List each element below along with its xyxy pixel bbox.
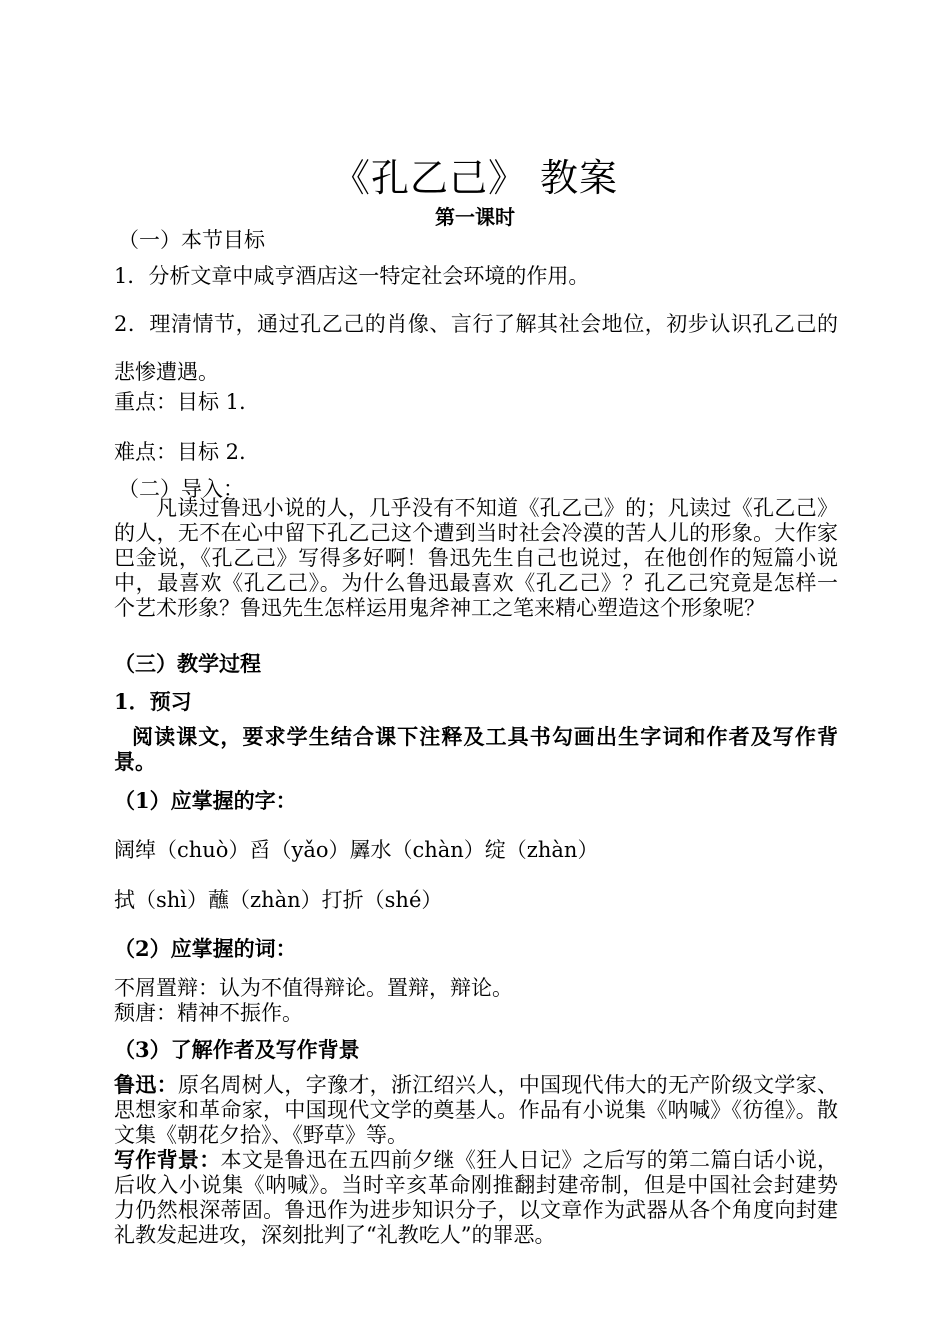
chars-line-1: 阔绰（chuò）舀（yǎo）羼水（chàn）绽（zhàn） — [114, 838, 599, 862]
word-item-1: 不屑置辩：认为不值得辩论。置辩，辩论。 — [114, 976, 513, 1000]
step-preview: 1．预习 — [114, 689, 192, 714]
section-process-heading: （三）教学过程 — [114, 651, 261, 676]
words-heading: （2）应掌握的词： — [114, 936, 297, 961]
intro-paragraph: 凡读过鲁迅小说的人，几乎没有不知道《孔乙己》的；凡读过《孔乙己》的人，无不在心中留下孔乙己这个遭到当时社会冷漠的苦人儿的形象。大作家巴金说，《孔乙己》写得多好啊！鲁迅先生自己也说过，在他创作的短篇小说中，最喜欢《孔乙己》。为什么鲁迅最喜欢《孔乙己》？孔乙己究竟是怎样一个艺术形象？鲁迅先生怎样运用鬼斧神工之笔来精心塑造这个形象呢？ — [114, 496, 838, 620]
section-intro-heading: （二）导入： — [118, 477, 244, 501]
chars-line-2: 拭（shì）蘸（zhàn）打折（shé） — [114, 888, 443, 912]
word-item-2: 颓唐：精神不振作。 — [114, 1001, 303, 1025]
section-objectives-heading: （一）本节目标 — [118, 228, 265, 252]
author-label: 鲁迅： — [114, 1072, 178, 1097]
author-paragraph — [114, 1072, 838, 1148]
preview-instruction: 阅读课文，要求学生结合课下注释及工具书勾画出生字词和作者及写作背景。 — [114, 724, 838, 774]
chars-heading: （1）应掌握的字： — [114, 788, 297, 813]
lesson-subtitle: 第一课时 — [435, 205, 515, 229]
background-paragraph — [114, 1147, 838, 1248]
background-text: 本文是鲁迅在五四前夕继《狂人日记》之后写的第二篇白话小说，后收入小说集《呐喊》。当时辛亥革命刚推翻封建帝制，但是中国社会封建势力仍然根深蒂固。鲁迅作为进步知识分子，以文章作为武器从各个角度向封建礼教发起进攻，深刻批判了“礼教吃人”的罪恶。 — [114, 1148, 838, 1247]
background-label: 写作背景： — [114, 1147, 221, 1172]
author-text: 原名周树人，字豫才，浙江绍兴人，中国现代伟大的无产阶级文学家、思想家和革命家，中国现代文学的奠基人。作品有小说集《呐喊》《彷徨》。散文集《朝花夕拾》、《野草》等。 — [114, 1073, 839, 1147]
document-title: 《孔乙己》 教案 — [331, 156, 619, 200]
key-point: 重点：目标 1. — [114, 390, 246, 414]
author-background-heading: （3）了解作者及写作背景 — [114, 1037, 360, 1062]
difficulty-point: 难点：目标 2. — [114, 440, 246, 464]
objective-2: 2．理清情节，通过孔乙己的肖像、言行了解其社会地位，初步认识孔乙己的悲惨遭遇。 — [114, 312, 838, 384]
objective-1: 1．分析文章中咸亨酒店这一特定社会环境的作用。 — [114, 264, 590, 288]
